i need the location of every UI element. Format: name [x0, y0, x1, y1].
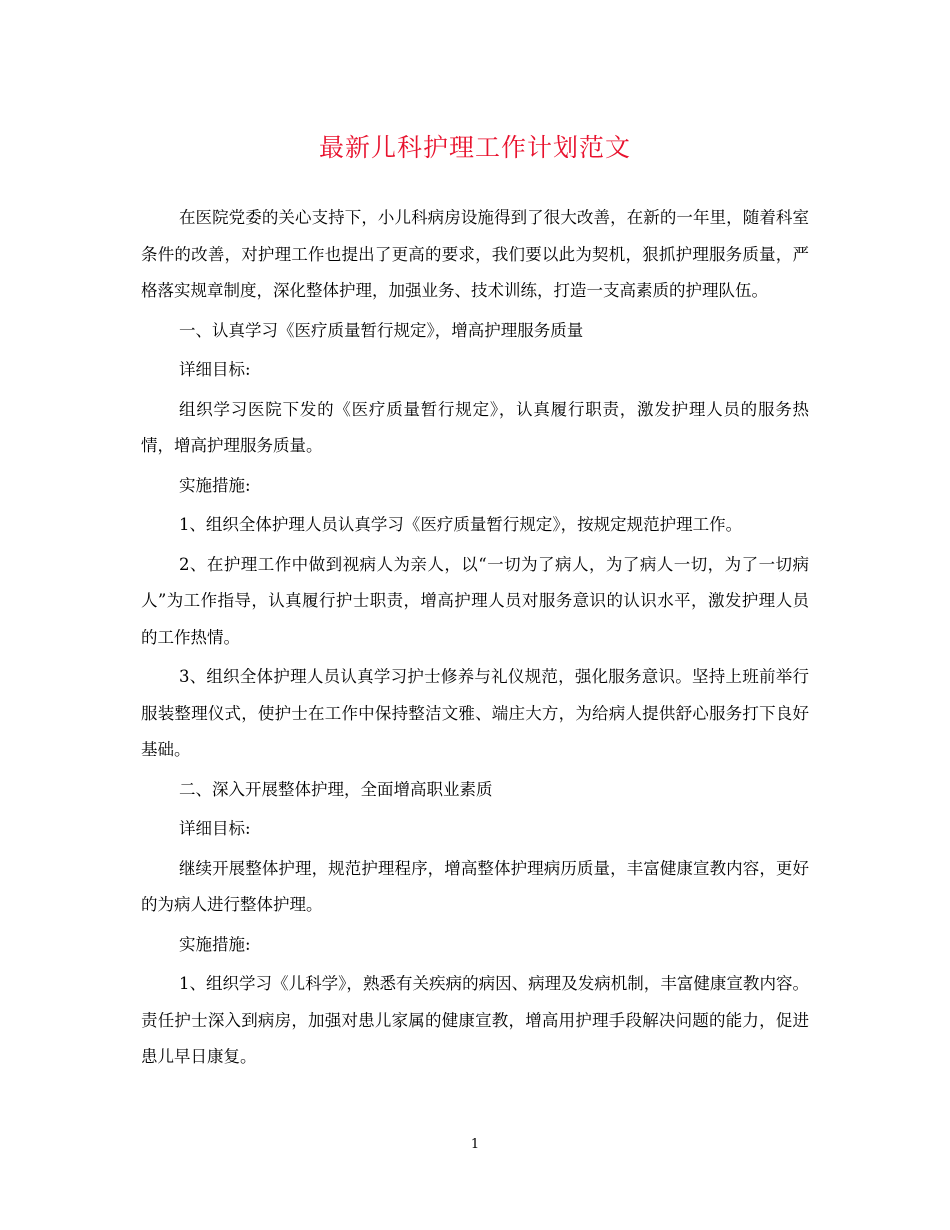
document-title: 最新儿科护理工作计划范文: [318, 133, 631, 162]
page-number: 1: [470, 1137, 480, 1152]
paragraph: 组织学习医院下发的《医疗质量暂行规定》，认真履行职责，激发护理人员的服务热情，增高护理服务质量。: [141, 399, 809, 455]
list-item: 2、在护理工作中做到视病人为亲人，以“一切为了病人，为了病人一切，为了一切病人”为工作指导，认真履行护士职责，增高护理人员对服务意识的认识水平，激发护理人员的工作热情。: [141, 554, 809, 647]
paragraph: 实施措施:: [178, 475, 251, 495]
paragraph: 详细目标:: [178, 360, 251, 379]
list-item: 3、组织全体护理人员认真学习护士修养与礼仪规范，强化服务意识。坚持上班前举行服装整理仪式，使护士在工作中保持整洁文雅、端庄大方，为给病人提供舒心服务打下良好基础。: [141, 667, 809, 759]
paragraph: 在医院党委的关心支持下，小儿科病房设施得到了很大改善，在新的一年里，随着科室条件的改善，对护理工作也提出了更高的要求，我们要以此为契机，狠抓护理服务质量，严格落实规章制度，深化整体护理，加强业务、技术训练，打造一支高素质的护理队伍。: [141, 208, 809, 300]
paragraph: 详细目标:: [178, 819, 251, 838]
section-heading: 二、深入开展整体护理，全面增高职业素质: [178, 779, 493, 799]
document-body: [141, 200, 809, 1079]
section-heading: 一、认真学习《医疗质量暂行规定》，增高护理服务质量: [178, 320, 584, 340]
paragraph: 实施措施:: [178, 934, 251, 954]
list-item: 1、组织学习《儿科学》，熟悉有关疾病的病因、病理及发病机制，丰富健康宣教内容。责任护士深入到病房，加强对患儿家属的健康宣教，增高用护理手段解决问题的能力，促进患儿早日康复。: [141, 974, 809, 1066]
list-item: 1、组织全体护理人员认真学习《医疗质量暂行规定》，按规定规范护理工作。: [178, 515, 743, 534]
paragraph: 继续开展整体护理，规范护理程序，增高整体护理病历质量，丰富健康宣教内容，更好的为病人进行整体护理。: [141, 858, 809, 914]
